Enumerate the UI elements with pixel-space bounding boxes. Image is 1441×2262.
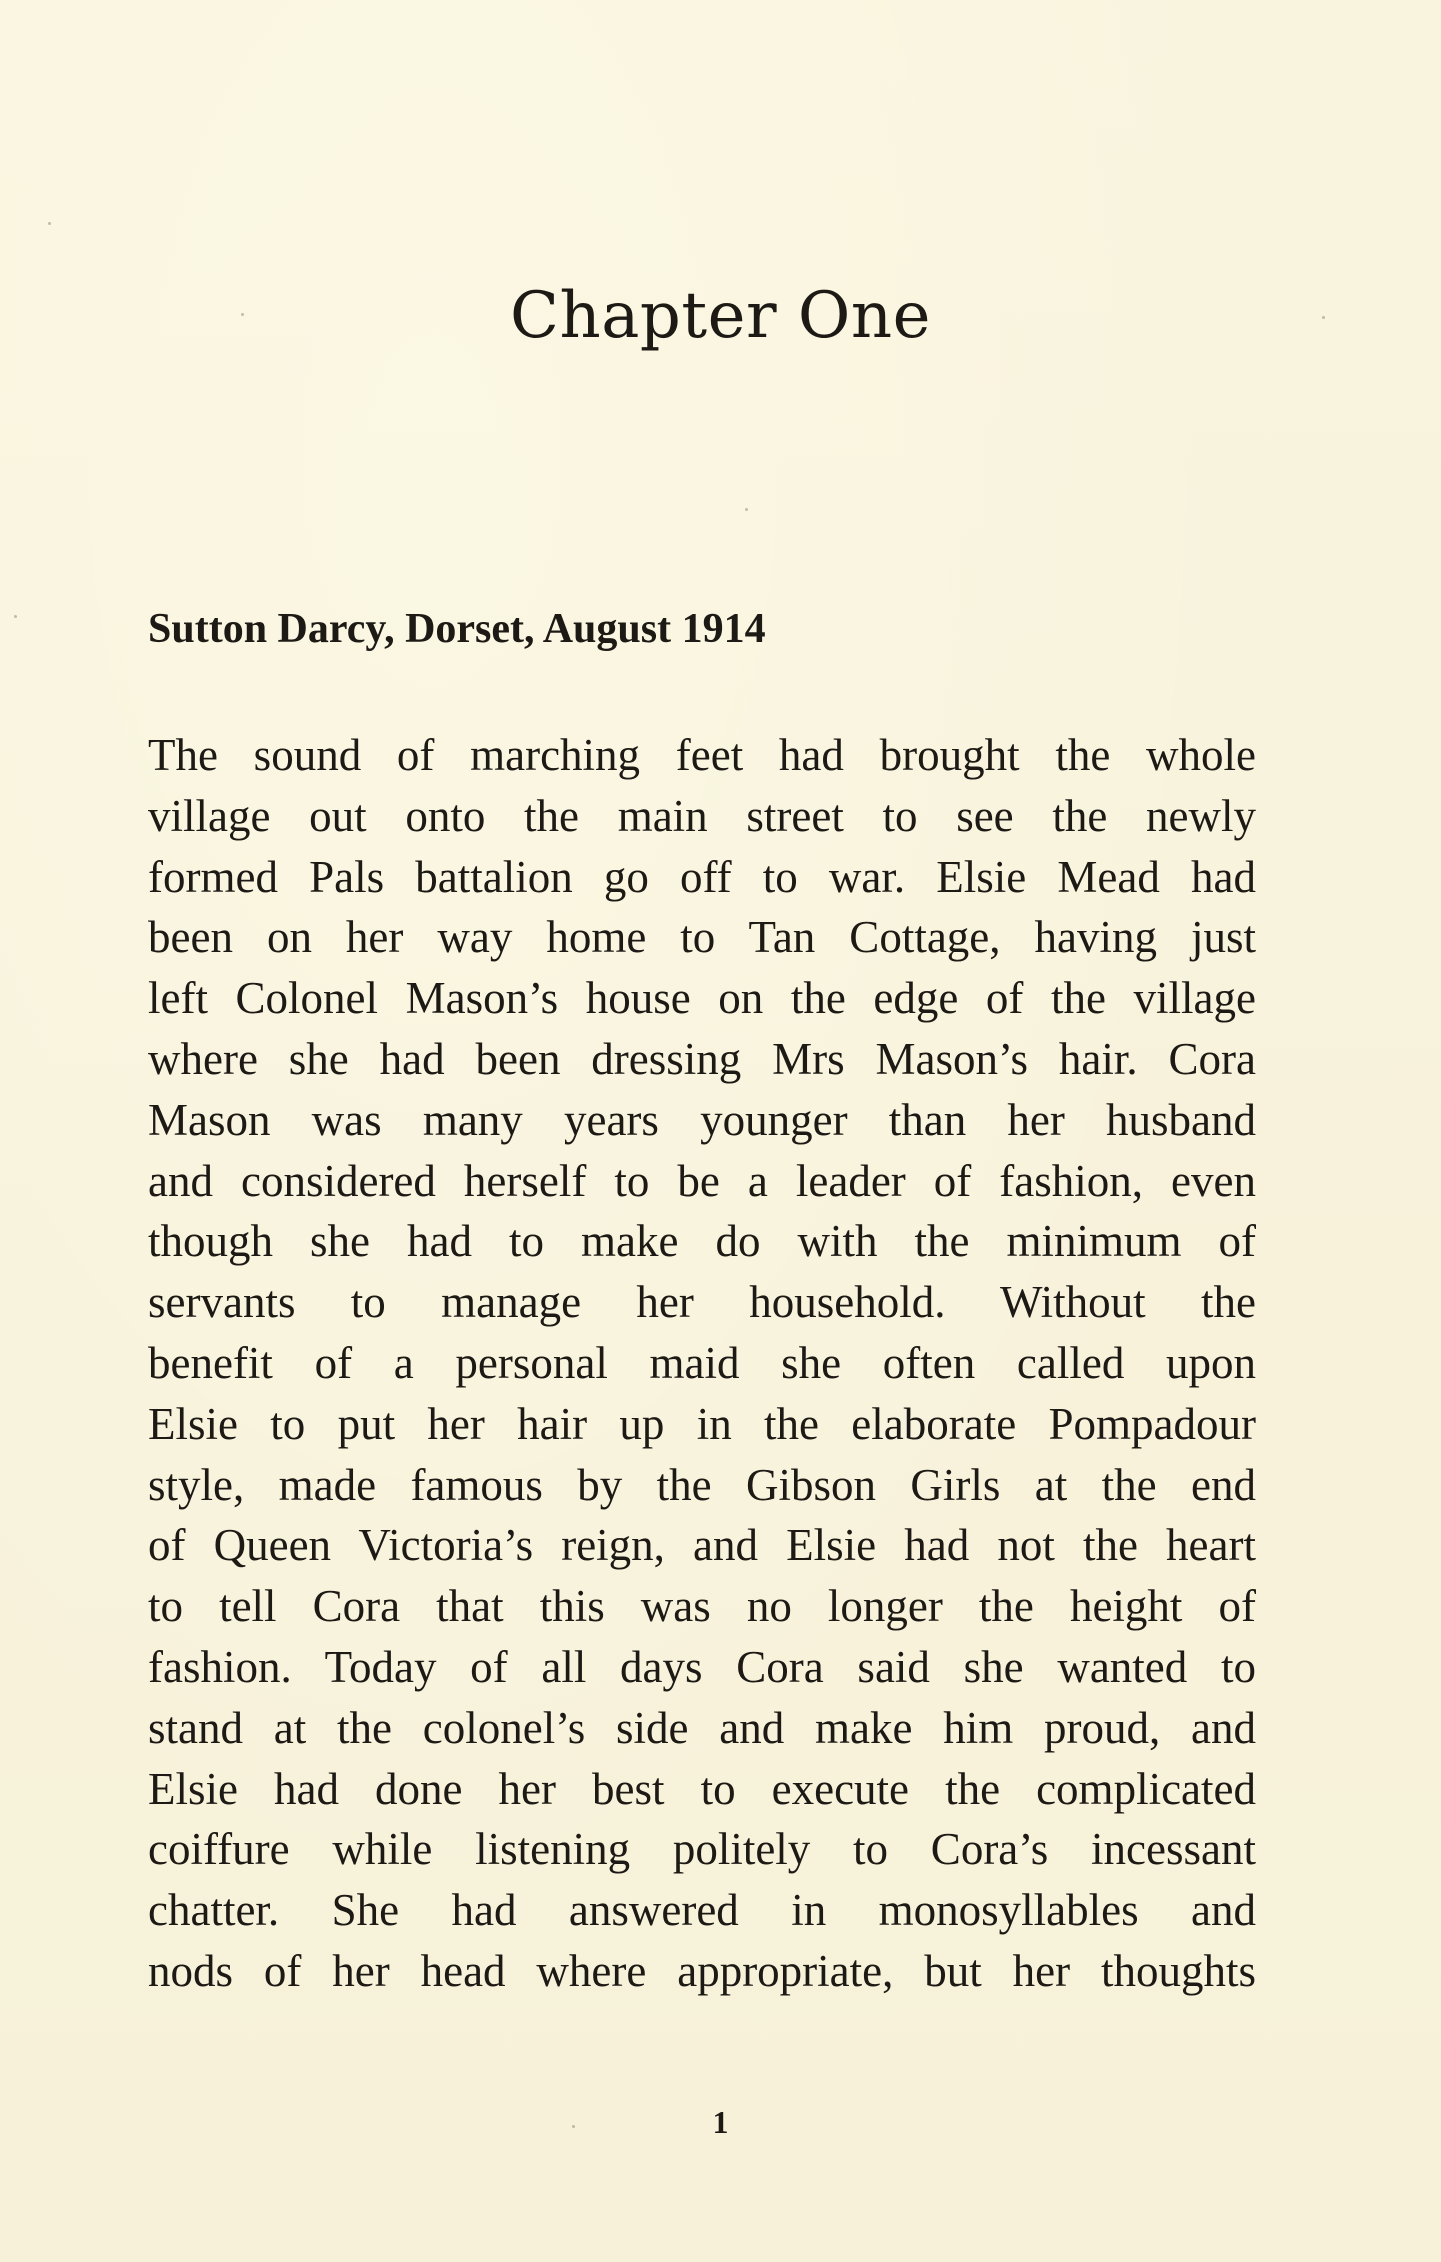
page-number: 1: [712, 2104, 729, 2140]
text-line: style, made famous by the Gibson Girls at the end: [148, 1459, 1256, 1510]
text-line: of Queen Victoria’s reign, and Elsie had not the heart: [148, 1520, 1256, 1571]
paper-speck: [14, 615, 17, 618]
text-line: The sound of marching feet had brought the whole: [148, 730, 1256, 780]
text-line: chatter. She had answered in monosyllables and: [148, 1885, 1256, 1936]
paper-speck: [48, 222, 51, 225]
text-line: fashion. Today of all days Cora said she wanted to: [148, 1641, 1256, 1692]
text-line: coiffure while listening politely to Cora’s incessant: [148, 1824, 1256, 1875]
text-line: Elsie to put her hair up in the elaborate Pompadour: [148, 1398, 1256, 1449]
text-line: village out onto the main street to see the newly: [148, 790, 1256, 841]
text-line: though she had to make do with the minimum of: [148, 1216, 1256, 1267]
text-line: benefit of a personal maid she often called upon: [148, 1337, 1256, 1388]
text-line: to tell Cora that this was no longer the height of: [148, 1581, 1256, 1632]
text-line: nods of her head where appropriate, but her thoughts: [148, 1945, 1256, 1996]
paper-speck: [745, 508, 748, 511]
chapter-title: Chapter One: [510, 279, 931, 353]
text-line: been on her way home to Tan Cottage, having just: [148, 912, 1256, 963]
text-line: and considered herself to be a leader of fashion, even: [148, 1155, 1256, 1206]
text-line: Mason was many years younger than her husband: [148, 1094, 1256, 1145]
text-line: Elsie had done her best to execute the complicated: [148, 1763, 1256, 1814]
text-line: stand at the colonel’s side and make him proud, and: [148, 1702, 1256, 1753]
text-line: where she had been dressing Mrs Mason’s hair. Cora: [148, 1033, 1256, 1084]
body-text: [148, 725, 1256, 2002]
text-line: servants to manage her household. Without the: [148, 1277, 1256, 1328]
text-line: left Colonel Mason’s house on the edge of the village: [148, 973, 1256, 1024]
chapter-location-heading: Sutton Darcy, Dorset, August 1914: [148, 606, 766, 652]
text-line: formed Pals battalion go off to war. Elsie Mead had: [148, 851, 1256, 902]
